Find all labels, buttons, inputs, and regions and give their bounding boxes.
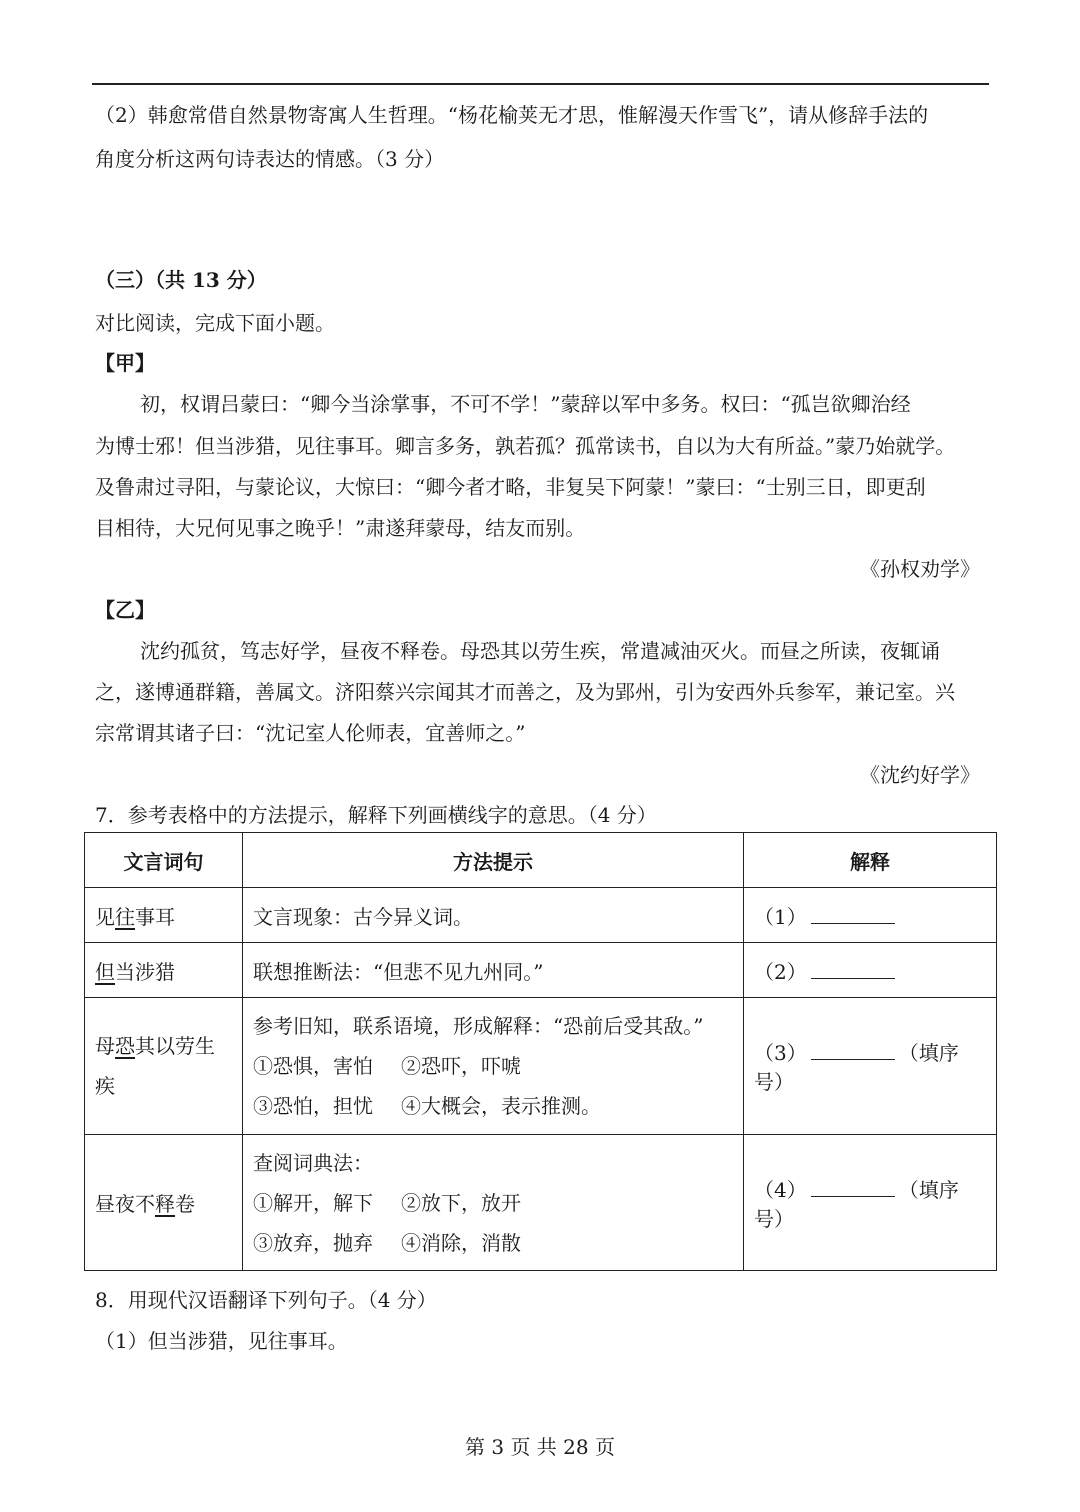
section-heading: （三）（共 13 分）	[95, 268, 267, 292]
passage-b-label: 【乙】	[95, 598, 155, 622]
passage-b-line: 沈约孤贫，笃志好学，昼夜不释卷。母恐其以劳生疾，常遣减油灭火。而昼之所读，夜辄诵	[140, 639, 940, 663]
hint-cell: 参考旧知，联系语境，形成解释：“恐前后受其敌。” ①恐惧，害怕 ②恐吓，吓唬 ③恐怕，担忧 ④大概会，表示推测。	[243, 998, 744, 1135]
option: ①解开，解下	[253, 1190, 373, 1215]
top-rule	[92, 83, 989, 85]
answer-cell: （1）	[744, 888, 997, 943]
passage-a-line: 初，权谓吕蒙曰：“卿今当涂掌事，不可不学！”蒙辞以军中多务。权曰：“孤岂欲卿治经	[140, 392, 911, 416]
passage-b-line: 宗常谓其诸子曰：“沈记室人伦师表，宜善师之。”	[95, 721, 526, 745]
passage-a-source: 《孙权劝学》	[860, 557, 980, 581]
underlined-char: 往	[115, 904, 135, 929]
q6-2-line2: 角度分析这两句诗表达的情感。（3 分）	[95, 147, 445, 171]
hint-cell: 联想推断法：“但悲不见九州同。”	[243, 943, 744, 998]
q7-table	[84, 832, 997, 1271]
table-row	[85, 998, 997, 1135]
passage-a-label: 【甲】	[95, 351, 155, 375]
hint-cell: 文言现象：古今异义词。	[243, 888, 744, 943]
answer-cell: （2）	[744, 943, 997, 998]
q6-2-line1: （2）韩愈常借自然景物寄寓人生哲理。“杨花榆荚无才思，惟解漫天作雪飞”，请从修辞手法的	[95, 103, 929, 127]
q8-prompt: 8．用现代汉语翻译下列句子。（4 分）	[95, 1288, 437, 1312]
phrase-cell: 见往事耳	[85, 888, 243, 943]
option: ①恐惧，害怕	[253, 1054, 373, 1078]
option: ③恐怕，担忧	[253, 1094, 373, 1118]
answer-cell: （4） （填序号）	[744, 1135, 997, 1271]
passage-a-line: 及鲁肃过寻阳，与蒙论议，大惊曰：“卿今者才略，非复吴下阿蒙！”蒙曰：“士别三日，即更刮	[95, 475, 926, 499]
hint-cell: 查阅词典法： ①解开，解下 ②放下，放开 ③放弃，抛弃 ④消除，消散	[243, 1135, 744, 1271]
header-method: 方法提示	[243, 833, 744, 888]
answer-cell: （3） （填序号）	[744, 998, 997, 1135]
option: ④大概会，表示推测。	[401, 1094, 601, 1118]
q8-item1: （1）但当涉猎，见往事耳。	[95, 1329, 348, 1353]
option: ④消除，消散	[401, 1230, 521, 1255]
passage-a-line: 为博士邪！但当涉猎，见往事耳。卿言多务，孰若孤？孤常读书，自以为大有所益。”蒙乃始就学。	[95, 434, 956, 458]
header-phrase: 文言词句	[85, 833, 243, 888]
table-row	[85, 1135, 997, 1271]
underlined-char: 但	[95, 959, 115, 984]
q7-prompt: 7．参考表格中的方法提示，解释下列画横线字的意思。（4 分）	[95, 803, 657, 827]
option: ②放下，放开	[401, 1190, 521, 1215]
passage-a-line: 目相待，大兄何见事之晚乎！”肃遂拜蒙母，结友而别。	[95, 516, 586, 540]
answer-blank[interactable]	[811, 905, 895, 924]
answer-blank[interactable]	[811, 960, 895, 979]
passage-b-line: 之，遂博通群籍，善属文。济阳蔡兴宗闻其才而善之，及为郢州，引为安西外兵参军，兼记室。兴	[95, 680, 955, 704]
phrase-cell: 昼夜不释卷	[85, 1135, 243, 1271]
underlined-char: 恐	[115, 1034, 135, 1058]
option: ②恐吓，吓唬	[401, 1054, 521, 1078]
table-row	[85, 888, 997, 943]
phrase-cell: 母恐其以劳生疾	[85, 998, 243, 1135]
table-row	[85, 943, 997, 998]
page-footer: 第 3 页 共 28 页	[465, 1435, 615, 1459]
passage-b-source: 《沈约好学》	[860, 763, 980, 787]
answer-blank[interactable]	[811, 1041, 895, 1060]
table-header-row	[85, 833, 997, 888]
answer-blank[interactable]	[811, 1178, 895, 1197]
section-intro: 对比阅读，完成下面小题。	[95, 311, 335, 335]
phrase-cell: 但当涉猎	[85, 943, 243, 998]
underlined-char: 释	[155, 1192, 175, 1216]
option: ③放弃，抛弃	[253, 1230, 373, 1255]
header-answer: 解释	[744, 833, 997, 888]
